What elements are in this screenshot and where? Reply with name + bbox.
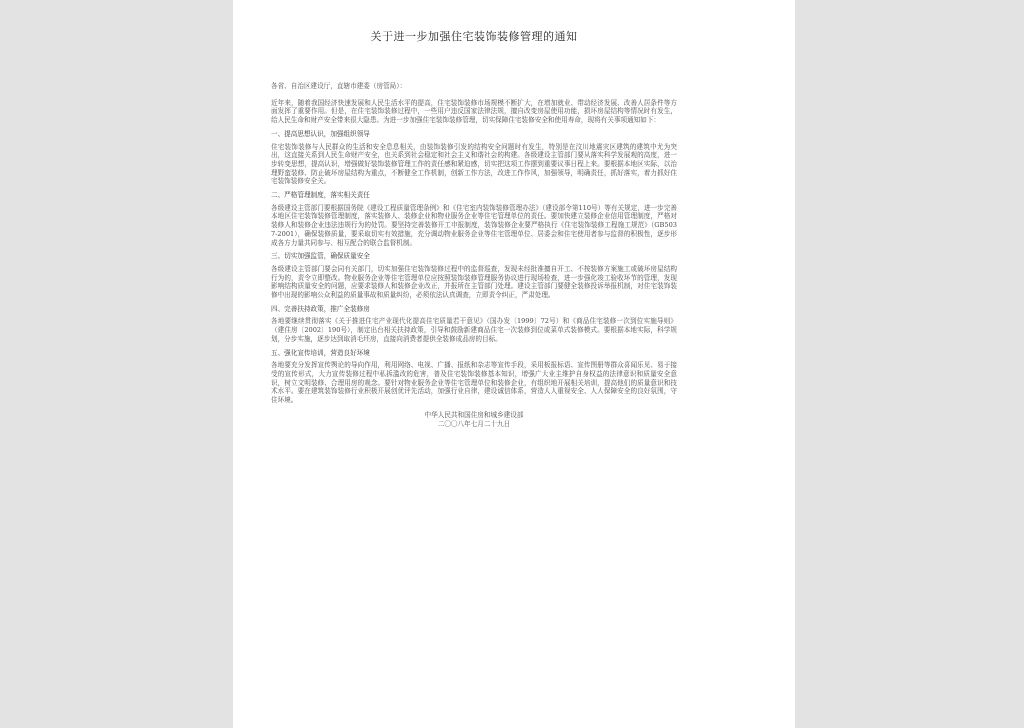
document-content (271, 30, 677, 429)
document-title: 关于进一步加强住宅装饰装修管理的通知 (370, 30, 578, 43)
intro-paragraph: 近年来，随着我国经济快速发展和人民生活水平的提高，住宅装饰装修市场规模不断扩大，在增加就业、带动经济发展、改善人居条件等方面发挥了重要作用。但是，在住宅装饰装修过程中，一些用户违反国家法律法规，擅自改变房屋使用功能，损坏房屋结构等情况时有发生，给人民生命和财产安全带来很大隐患。为进一步加强住宅装饰装修管理，切实保障住宅装修安全和使用寿命，现将有关事项通知如下： (271, 98, 677, 125)
section-body-1: 住宅装饰装修与人民群众的生活和安全息息相关，由装饰装修引发的结构安全问题时有发生，特别是在汶川地震灾区建筑的建筑中尤为突出，这直接关系到人民生命财产安全，也关系到社会稳定和社会主义和谐社会的构建。各级建设主管部门要从落实科学发展观的高度，进一步转变思想，提高认识，增强做好装饰装修管理工作的责任感和紧迫感，切实把这项工作摆到重要议事日程上来。要根据本地区实际，以治理野蛮装修、防止破坏房屋结构为重点，不断健全工作机制，创新工作方法，改进工作作风，加强领导，明确责任，抓好落实，着力抓好住宅装饰装修安全关。 (271, 142, 677, 186)
section-heading-5: 五、强化宣传培训，营造良好环境 (271, 348, 370, 357)
salutation: 各省、自治区建设厅，直辖市建委（房管局）： (271, 82, 407, 90)
document-page (233, 0, 795, 728)
section-body-5: 各地要充分发挥宣传舆论的导向作用，利用网络、电视、广播、报纸和杂志等宣传手段，采用板报标语、宣传图册等群众喜闻乐见、易于接受的宣传形式，大力宣传装修过程中私拆滥改的危害，普及住宅装饰装修基本知识，增强广大业主维护自身权益的法律意识和质量安全意识，树立文明装修、合理用房的观念。要针对物业服务企业等住宅管理单位和装修企业，有组织地开展相关培训，提高他们的质量意识和技术水平。要在建筑装饰装修行业积极开展创优评先活动，加强行业自律，建设诚信体系，营造人人重视安全、人人保障安全的良好氛围，守住环境。 (271, 361, 677, 405)
section-heading-2: 二、严格管理制度，落实相关责任 (271, 191, 370, 200)
section-body-4: 各地要继续贯彻落实《关于推进住宅产业现代化提高住宅质量若干意见》（国办发〔1999〕72号）和《商品住宅装修一次到位实施导则》（建住房〔2002〕190号），制定出台相关扶持政策，引导和鼓励新建商品住宅一次装修到位或菜单式装修模式。要根据本地实际，科学规划，分步实施，逐步达到取消毛坯房，直接向消费者提供全装修成品房的目标。 (271, 317, 677, 343)
signature-block (271, 411, 677, 429)
section-heading-3: 三、切实加强监管，确保质量安全 (271, 252, 370, 261)
issuing-organization: 中华人民共和国住房和城乡建设部 (424, 410, 524, 419)
section-body-3: 各级建设主管部门要会同有关部门，切实加强住宅装饰装修过程中的监督巡查，发现未经批准擅自开工、不按装修方案施工或破坏房屋结构行为的，责令立即整改。物业服务企业等住宅管理单位应按照装饰装修管理服务协议进行现场检查，进一步强化竣工验收环节的管理，发现影响结构质量安全的问题，应要求装修人和装修企业改正，并报所在主管部门处理。建设主管部门要健全装修投诉举报机制，对住宅装饰装修中出现的影响公众利益的质量事故和质量纠纷，必须依法认真调查，立即责令纠正，严肃处理。 (271, 264, 677, 300)
section-body-2: 各级建设主管部门要根据国务院《建设工程质量管理条例》和《住宅室内装饰装修管理办法》（建设部令第110号）等有关规定，进一步完善本地区住宅装饰装修管理制度，落实装修人、装修企业和物业服务企业等住宅管理单位的责任。要加快建立装修企业信用管理制度，严格对装修人和装修企业违法违规行为的处罚。要坚持完善装修开工申报制度，装饰装修企业要严格执行《住宅装饰装修工程施工规范》（GB5037-2001），确保装修质量，要采取切实有效措施，充分调动物业服务企业等住宅管理单位、居委会和住宅使用者参与监督的积极性，逐步形成各方力量共同参与、相互配合的联合监督机制。 (271, 203, 677, 247)
section-heading-4: 四、完善扶持政策，推广全装修房 (271, 304, 370, 313)
issue-date: 二〇〇八年七月二十九日 (437, 419, 511, 428)
section-heading-1: 一、提高思想认识，加强组织领导 (271, 129, 370, 138)
